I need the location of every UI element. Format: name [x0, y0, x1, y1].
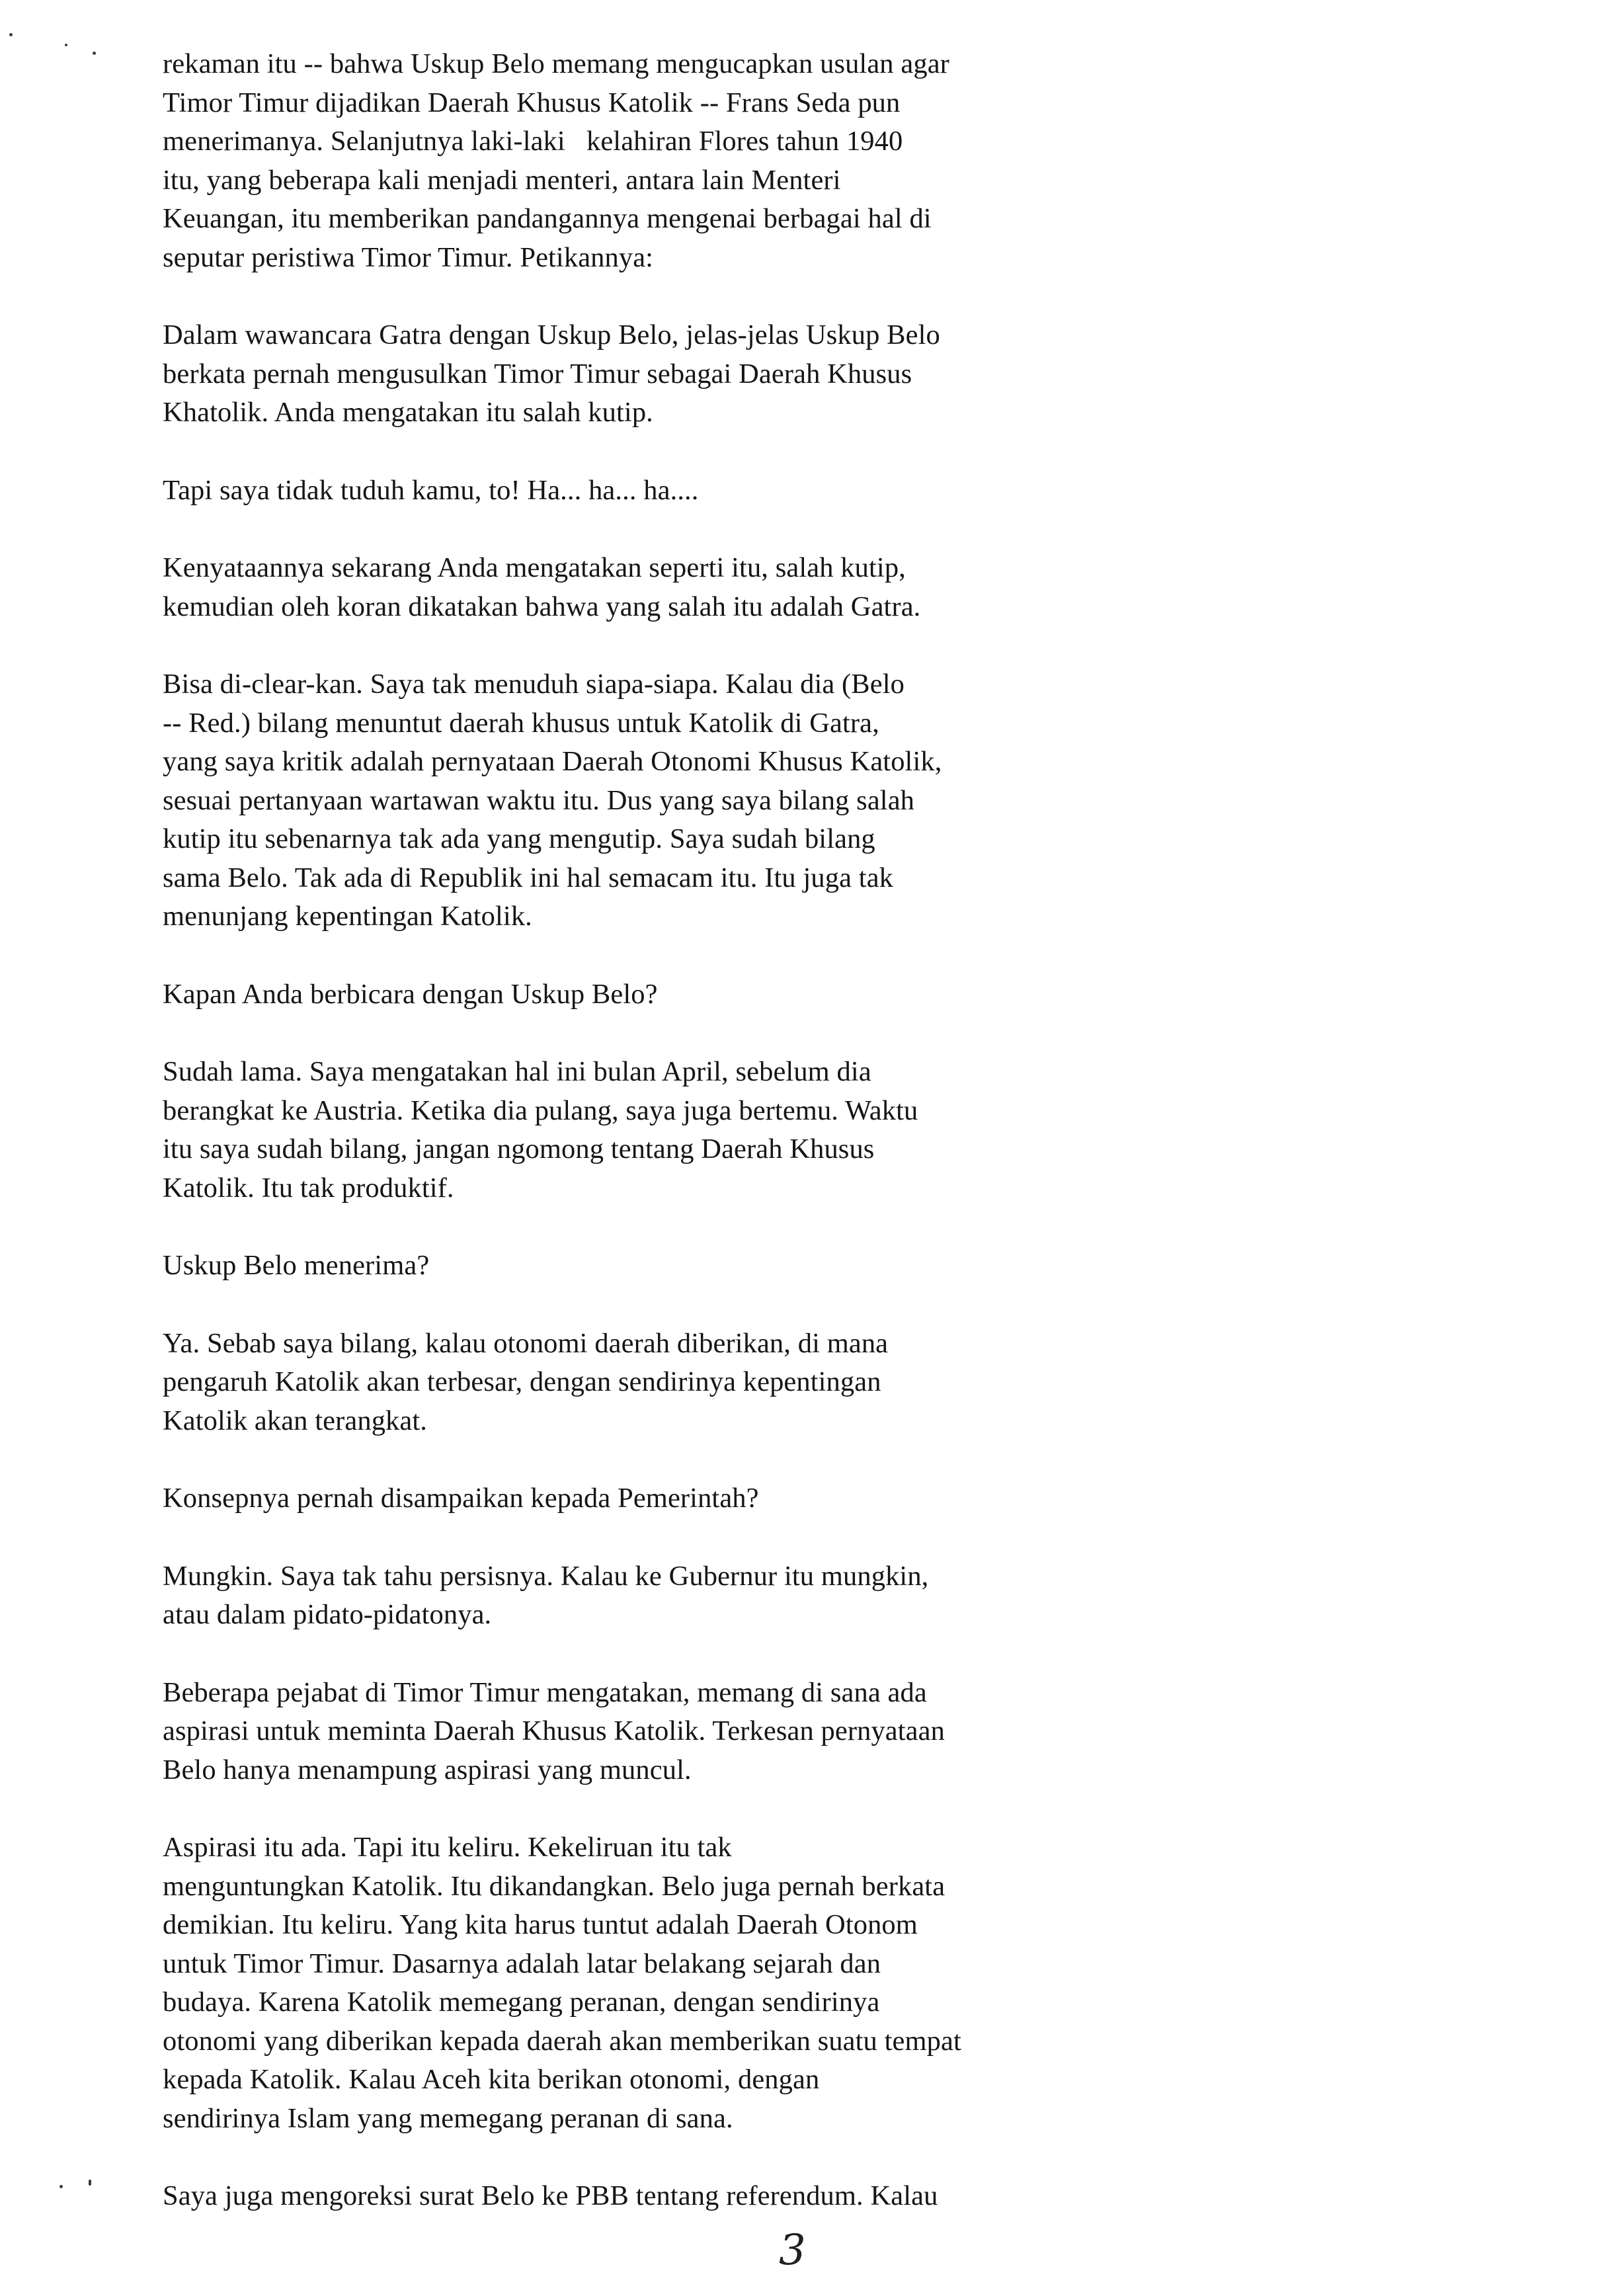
text-line: Mungkin. Saya tak tahu persisnya. Kalau ke Gubernur itu mungkin, — [163, 1560, 929, 1592]
text-line: Kenyataannya sekarang Anda mengatakan seperti itu, salah kutip, — [163, 552, 906, 583]
text-line: Khatolik. Anda mengatakan itu salah kutip. — [163, 397, 653, 428]
text-line: Tapi saya tidak tuduh kamu, to! Ha... ha... ha.... — [163, 474, 699, 506]
text-line: yang saya kritik adalah pernyataan Daerah Otonomi Khusus Katolik, — [163, 746, 942, 777]
question-paragraph — [163, 1247, 1194, 1286]
text-line: sama Belo. Tak ada di Republik ini hal semacam itu. Itu juga tak — [163, 862, 894, 893]
document-body — [163, 45, 1194, 2216]
text-line: Aspirasi itu ada. Tapi itu keliru. Kekeliruan itu tak — [163, 1832, 732, 1863]
answer-paragraph — [163, 1053, 1194, 1208]
text-line: pengaruh Katolik akan terbesar, dengan sendirinya kepentingan — [163, 1366, 881, 1397]
text-line: seputar peristiwa Timor Timur. Petikannya: — [163, 241, 654, 273]
question-paragraph — [163, 1479, 1194, 1518]
text-line: Katolik akan terangkat. — [163, 1405, 427, 1436]
text-line: Katolik. Itu tak produktif. — [163, 1172, 454, 1204]
text-line: berkata pernah mengusulkan Timor Timur sebagai Daerah Khusus — [163, 358, 912, 390]
text-line: Bisa di-clear-kan. Saya tak menuduh siapa-siapa. Kalau dia (Belo — [163, 669, 904, 700]
text-line: Uskup Belo menerima? — [163, 1250, 430, 1281]
scan-speck — [65, 44, 67, 46]
text-line: Keuangan, itu memberikan pandangannya mengenai berbagai hal di — [163, 203, 932, 234]
text-line: sesuai pertanyaan wartawan waktu itu. Dus yang saya bilang salah — [163, 784, 915, 816]
text-line: itu, yang beberapa kali menjadi menteri, antara lain Menteri — [163, 164, 841, 196]
text-line: sendirinya Islam yang memegang peranan di sana. — [163, 2102, 733, 2134]
scan-speck — [9, 33, 13, 36]
text-line: menunjang kepentingan Katolik. — [163, 901, 532, 932]
text-line: Timor Timur dijadikan Daerah Khusus Katolik -- Frans Seda pun — [163, 87, 901, 118]
text-line: Ya. Sebab saya bilang, kalau otonomi daerah diberikan, di mana — [163, 1327, 889, 1359]
text-line: aspirasi untuk meminta Daerah Khusus Katolik. Terkesan pernyataan — [163, 1715, 945, 1746]
text-line: rekaman itu -- bahwa Uskup Belo memang mengucapkan usulan agar — [163, 48, 949, 79]
text-line: -- Red.) bilang menuntut daerah khusus untuk Katolik di Gatra, — [163, 707, 879, 739]
text-line: Belo hanya menampung aspirasi yang muncul. — [163, 1754, 692, 1785]
answer-paragraph — [163, 1557, 1194, 1635]
question-paragraph — [163, 316, 1194, 432]
answer-paragraph — [163, 1828, 1194, 2138]
text-line: Kapan Anda berbicara dengan Uskup Belo? — [163, 978, 658, 1010]
text-line: budaya. Karena Katolik memegang peranan, dengan sendirinya — [163, 1987, 880, 2018]
paragraph — [163, 2177, 1194, 2216]
text-line: Saya juga mengoreksi surat Belo ke PBB tentang referendum. Kalau — [163, 2180, 938, 2211]
page-number: 3 — [779, 2226, 806, 2275]
scan-speck — [60, 2185, 63, 2188]
text-line: itu saya sudah bilang, jangan ngomong tentang Daerah Khusus — [163, 1133, 875, 1165]
text-line: Sudah lama. Saya mengatakan hal ini bulan April, sebelum dia — [163, 1056, 871, 1087]
text-line: menguntungkan Katolik. Itu dikandangkan. Belo juga pernah berkata — [163, 1870, 945, 1902]
text-line: atau dalam pidato-pidatonya. — [163, 1599, 492, 1630]
scan-speck — [89, 2180, 91, 2186]
answer-paragraph — [163, 665, 1194, 936]
answer-paragraph — [163, 472, 1194, 511]
text-line: berangkat ke Austria. Ketika dia pulang, saya juga bertemu. Waktu — [163, 1094, 918, 1126]
scan-speck — [93, 52, 96, 55]
text-line: otonomi yang diberikan kepada daerah akan memberikan suatu tempat — [163, 2025, 961, 2057]
text-line: Konsepnya pernah disampaikan kepada Pemerintah? — [163, 1483, 759, 1514]
paragraph — [163, 45, 1194, 277]
question-paragraph — [163, 549, 1194, 626]
text-line: kemudian oleh koran dikatakan bahwa yang salah itu adalah Gatra. — [163, 591, 921, 622]
text-line: menerimanya. Selanjutnya laki-laki kelahiran Flores tahun 1940 — [163, 126, 903, 157]
question-paragraph — [163, 975, 1194, 1014]
text-line: untuk Timor Timur. Dasarnya adalah latar belakang sejarah dan — [163, 1948, 881, 1979]
text-line: kepada Katolik. Kalau Aceh kita berikan otonomi, dengan — [163, 2064, 820, 2095]
answer-paragraph — [163, 1325, 1194, 1441]
question-paragraph — [163, 1674, 1194, 1790]
text-line: demikian. Itu keliru. Yang kita harus tuntut adalah Daerah Otonom — [163, 1909, 918, 1940]
text-line: kutip itu sebenarnya tak ada yang mengutip. Saya sudah bilang — [163, 823, 875, 854]
text-line: Dalam wawancara Gatra dengan Uskup Belo, jelas-jelas Uskup Belo — [163, 319, 940, 350]
text-line: Beberapa pejabat di Timor Timur mengatakan, memang di sana ada — [163, 1676, 927, 1708]
